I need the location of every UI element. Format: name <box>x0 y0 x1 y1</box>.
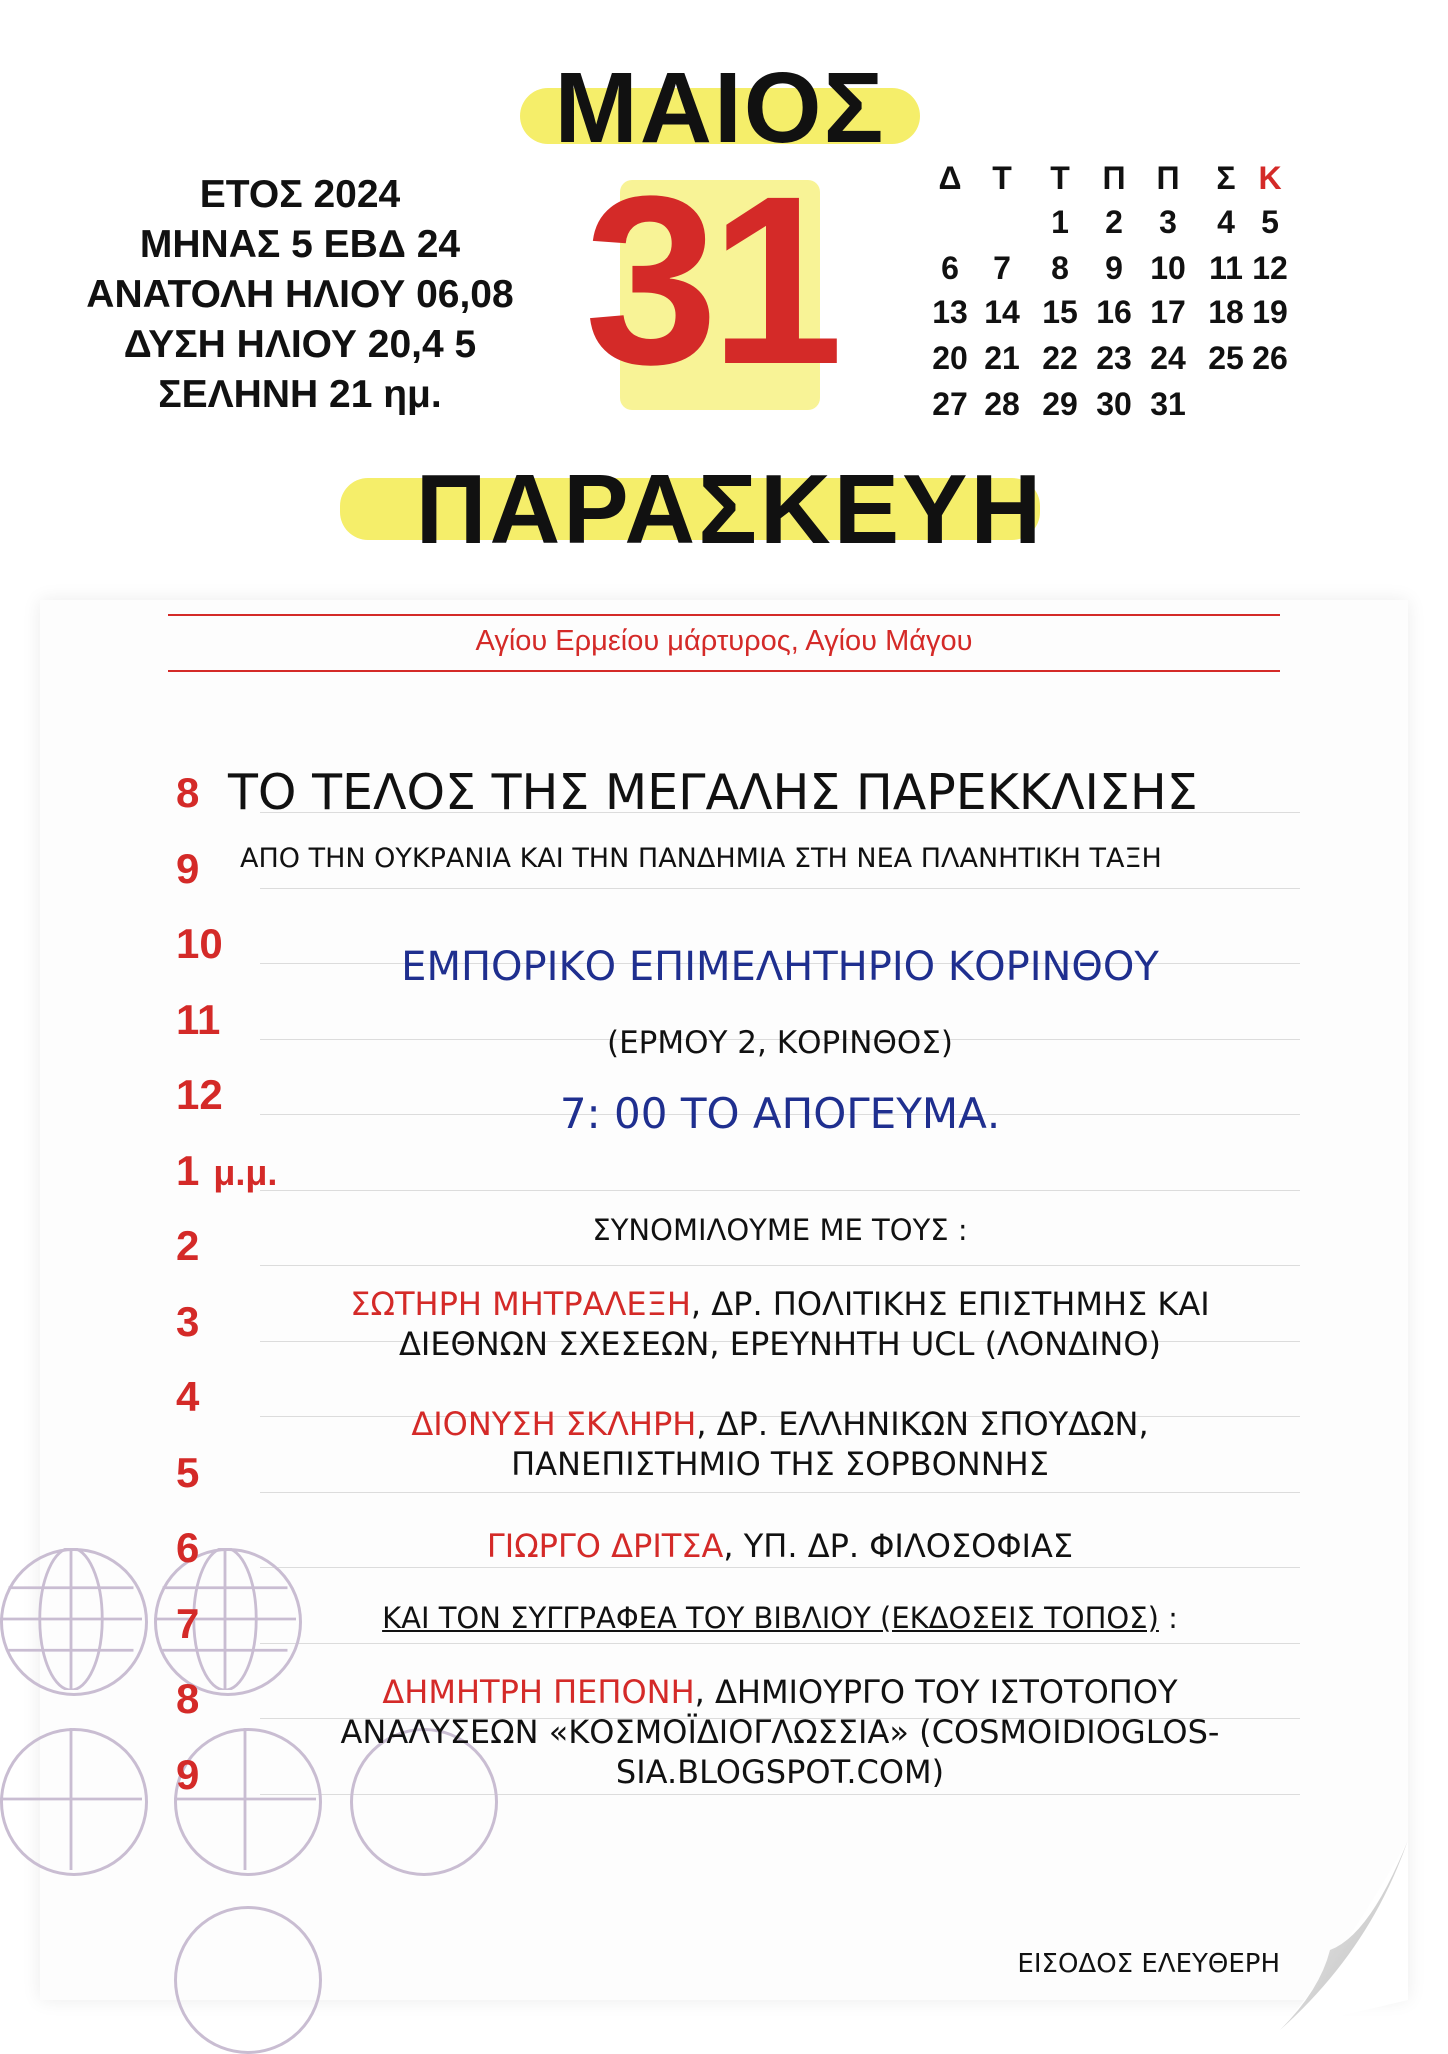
speaker-2-name: ΔΙΟΝΥΣΗ ΣΚΛΗΡΗ <box>411 1405 697 1443</box>
ruled-line <box>260 1265 1300 1266</box>
calendar-day: 15 <box>1042 294 1078 330</box>
ruled-line <box>260 1190 1300 1191</box>
hour-number: 12 <box>176 1071 223 1118</box>
hour-label <box>176 920 223 967</box>
speaker-1-desc-2: ΔΙΕΘΝΩΝ ΣΧΕΣΕΩΝ, ΕΡΕΥΝΗΤΗ UCL (ΛΟΝΔΙΝΟ) <box>398 1325 1162 1363</box>
hour-number: 11 <box>176 995 221 1043</box>
info-sunrise: ΑΝΑΤΟΛΗ ΗΛΙΟΥ 06,08 <box>86 273 514 316</box>
saints-rule-bottom <box>168 670 1280 672</box>
calendar-day: 16 <box>1096 294 1132 330</box>
calendar-day: 23 <box>1096 340 1132 376</box>
calendar-day: 10 <box>1150 250 1186 286</box>
hour-label <box>176 1750 200 1798</box>
calendar-day: 18 <box>1208 294 1244 330</box>
event-time: 7: 00 ΤΟ ΑΠΟΓΕΥΜΑ. <box>559 1089 1001 1138</box>
author <box>240 1672 1320 1792</box>
hour-label <box>176 1599 200 1647</box>
admission-note: ΕΙΣΟΔΟΣ ΕΛΕΥΘΕΡΗ <box>1017 1949 1280 1979</box>
calendar-day: 24 <box>1150 340 1186 376</box>
hour-number: 8 <box>176 1675 200 1722</box>
calendar-day: 26 <box>1252 340 1288 376</box>
hour-number: 6 <box>176 1524 200 1571</box>
saints-of-day: Αγίου Ερμείου μάρτυρος, Αγίου Μάγου <box>475 625 973 657</box>
speakers-intro: ΣΥΝΟΜΙΛΟΥΜΕ ΜΕ ΤΟΥΣ : <box>592 1213 968 1247</box>
calendar-day: 11 <box>1209 250 1243 286</box>
hour-number: 3 <box>176 1297 200 1345</box>
calendar-day: 22 <box>1042 340 1078 376</box>
speaker-3-name: ΓΙΩΡΓΟ ΔΡΙΤΣΑ <box>486 1527 724 1565</box>
calendar-day: 5 <box>1261 204 1279 240</box>
author-intro <box>240 1600 1320 1636</box>
author-intro-text: ΚΑΙ ΤΟΝ ΣΥΓΓΡΑΦΕΑ ΤΟΥ ΒΙΒΛΙΟΥ (ΕΚΔΟΣΕΙΣ ΤΟΠΟΣ) <box>382 1601 1159 1635</box>
author-desc: , ΔΗΜΙΟΥΡΓΟ ΤΟΥ ΙΣΤΟΤΟΠΟΥ <box>694 1673 1178 1711</box>
event-address: (ΕΡΜΟΥ 2, ΚΟΡΙΝΘΟΣ) <box>607 1025 953 1061</box>
globe-circle <box>174 1906 322 2054</box>
hour-label <box>176 1071 223 1118</box>
hour-label <box>176 1373 200 1420</box>
hour-label <box>176 1524 200 1571</box>
calendar-day: 2 <box>1105 204 1123 240</box>
hour-number: 4 <box>176 1373 200 1420</box>
event-subtitle: ΑΠΟ ΤΗΝ ΟΥΚΡΑΝΙΑ ΚΑΙ ΤΗΝ ΠΑΝΔΗΜΙΑ ΣΤΗ ΝΕΑ ΠΛΑΝΗΤΙΚΗ ΤΑΞΗ <box>240 843 1162 874</box>
calendar-day-header: Π <box>1156 160 1180 196</box>
hour-number: 7 <box>176 1599 200 1647</box>
pm-suffix: μ.μ. <box>213 1151 278 1193</box>
calendar-day: 12 <box>1252 250 1288 286</box>
hour-label <box>176 1146 278 1194</box>
info-month-week: ΜΗΝΑΣ 5 ΕΒΔ 24 <box>139 223 461 266</box>
ruled-line <box>260 1492 1300 1493</box>
calendar-day: 25 <box>1208 340 1244 376</box>
calendar-day: 1 <box>1051 204 1069 240</box>
author-name: ΔΗΜΗΤΡΗ ΠΕΠΟΝΗ <box>382 1673 695 1711</box>
calendar-day: 7 <box>993 250 1011 286</box>
calendar-day: 27 <box>932 386 968 422</box>
hour-label <box>176 1297 200 1345</box>
calendar-day: 6 <box>941 250 959 286</box>
speaker-3-desc: , ΥΠ. ΔΡ. ΦΙΛΟΣΟΦΙΑΣ <box>723 1527 1074 1565</box>
hour-label <box>176 1675 200 1722</box>
day-number: 31 <box>584 146 836 414</box>
calendar-day: 31 <box>1150 386 1186 422</box>
hour-label <box>176 844 200 892</box>
speaker-3 <box>240 1526 1320 1566</box>
hour-label <box>176 1222 200 1269</box>
hour-label <box>176 995 221 1043</box>
calendar-day: 17 <box>1150 294 1186 330</box>
month-title: ΜΑΙΟΣ <box>554 52 886 164</box>
speaker-1-desc: , ΔΡ. ΠΟΛΙΤΙΚΗΣ ΕΠΙΣΤΗΜΗΣ ΚΑΙ <box>690 1285 1210 1323</box>
calendar-day: 3 <box>1159 204 1177 240</box>
speaker-2-desc-2: ΠΑΝΕΠΙΣΤΗΜΙΟ ΤΗΣ ΣΟΡΒΟΝΝΗΣ <box>511 1445 1049 1483</box>
speaker-2-desc: , ΔΡ. ΕΛΛΗΝΙΚΩΝ ΣΠΟΥΔΩΝ, <box>696 1405 1149 1443</box>
calendar-day: 13 <box>932 294 968 330</box>
calendar-day: 8 <box>1051 250 1069 286</box>
info-moon: ΣΕΛΗΝΗ 21 ημ. <box>158 373 442 416</box>
weekday-title: ΠΑΡΑΣΚΕΥΗ <box>415 454 1045 564</box>
event-title: ΤΟ ΤΕΛΟΣ ΤΗΣ ΜΕΓΑΛΗΣ ΠΑΡΕΚΚΛΙΣΗΣ <box>228 764 1198 821</box>
date-info <box>80 170 520 420</box>
speaker-2 <box>240 1404 1320 1484</box>
globe-circle <box>0 1548 148 1696</box>
ruled-line <box>260 1567 1300 1568</box>
calendar-day: 14 <box>984 294 1020 330</box>
info-year: ΕΤΟΣ 2024 <box>199 173 401 216</box>
hour-number: 5 <box>176 1448 200 1496</box>
ruled-line <box>260 888 1300 889</box>
saints-rule-top <box>168 614 1280 616</box>
info-sunset: ΔΥΣΗ ΗΛΙΟΥ 20,4 5 <box>123 323 477 366</box>
speaker-1-name: ΣΩΤΗΡΗ ΜΗΤΡΑΛΕΞΗ <box>350 1285 691 1323</box>
calendar-day: 30 <box>1096 386 1132 422</box>
hour-number: 1 <box>176 1146 200 1194</box>
speaker-1 <box>240 1284 1320 1364</box>
page-curl <box>1220 1840 1410 2030</box>
calendar-day: 29 <box>1042 386 1078 422</box>
ruled-line <box>260 1643 1300 1644</box>
calendar-day: 9 <box>1105 250 1123 286</box>
calendar-day: 19 <box>1252 294 1288 330</box>
event-venue: ΕΜΠΟΡΙΚΟ ΕΠΙΜΕΛΗΤΗΡΙΟ ΚΟΡΙΝΘΟΥ <box>401 944 1159 990</box>
hour-number: 8 <box>176 769 200 816</box>
calendar-day: 28 <box>984 386 1020 422</box>
hour-label <box>176 769 200 816</box>
calendar-day-header: Τ <box>992 160 1012 196</box>
calendar-day: 20 <box>932 340 968 376</box>
author-desc-3: SIA.BLOGSPOT.COM) <box>615 1753 945 1791</box>
calendar-day-header: Κ <box>1258 160 1282 196</box>
hour-label <box>176 1448 200 1496</box>
hour-number: 9 <box>176 1750 200 1798</box>
calendar-day-header: Τ <box>1050 160 1070 196</box>
calendar-day-header: Π <box>1102 160 1126 196</box>
hour-number: 9 <box>176 844 200 892</box>
hour-number: 10 <box>176 920 223 967</box>
calendar-day-header: Σ <box>1216 160 1236 196</box>
calendar-day: 4 <box>1217 204 1235 240</box>
hour-number: 2 <box>176 1222 200 1269</box>
globe-circle <box>0 1728 148 1876</box>
calendar-day-header: Δ <box>938 160 962 196</box>
author-intro-colon: : <box>1158 1601 1178 1635</box>
calendar-day: 21 <box>984 340 1020 376</box>
author-desc-2: ΑΝΑΛΥΣΕΩΝ «ΚΟΣΜΟΪΔΙΟΓΛΩΣΣΙΑ» (COSMOIDIOGLOS- <box>340 1713 1220 1751</box>
